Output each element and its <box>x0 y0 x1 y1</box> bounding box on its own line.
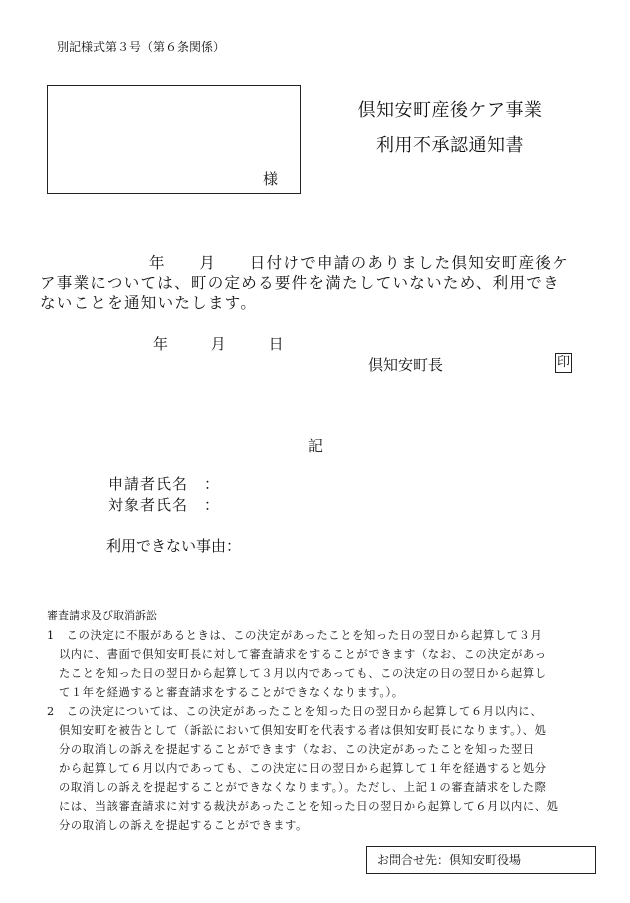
appeal-item-line: 分の取消しの訴えを提起することができます。 <box>59 819 308 832</box>
issue-month-label: 月 <box>210 335 226 353</box>
document-title-line1: 倶知安町産後ケア事業 <box>357 100 543 121</box>
details-heading: 記 <box>308 437 324 455</box>
recipient-address-box <box>47 85 301 194</box>
appeal-item-2 <box>47 702 592 835</box>
issuer-name: 倶知安町長 <box>368 356 444 374</box>
appeal-item-line: の取消しの訴えを提起することができなくなります。）。ただし、上記１の審査請求をした際 <box>59 781 547 794</box>
appeal-item-line: には、当該審査請求に対する裁決があったことを知った日の翌日から起算して６月以内に、処 <box>59 800 559 813</box>
appeal-item-line: 倶知安町を被告として（訴訟において倶知安町を代表する者は倶知安町長になります。）、処 <box>59 724 547 737</box>
appeal-item-line: て１年を経過すると審査請求をすることができなくなります。）。 <box>59 686 404 699</box>
notice-body <box>40 253 585 313</box>
subject-name-label: 対象者氏名 <box>108 496 189 514</box>
notice-body-line: ア事業については、町の定める要件を満たしていないため、利用でき <box>40 274 560 292</box>
form-number: 別記様式第３号（第６条関係） <box>57 40 226 54</box>
contact-text: お問合せ先：倶知安町役場 <box>377 853 522 867</box>
appeal-item-line: たことを知った日の翌日から起算して３月以内であっても、この決定の日の翌日から起算し <box>59 667 547 680</box>
contact-box <box>366 846 596 874</box>
appeal-item-line: 分の取消しの訴えを提起することができます（なお、この決定があったことを知った翌日 <box>59 743 535 756</box>
issue-day-label: 日 <box>268 335 284 353</box>
applicant-name-field <box>108 473 221 494</box>
notice-body-line: ないことを通知いたします。 <box>40 294 258 312</box>
notice-body-line: 年 月 日付けで申請のありました倶知安町産後ケ <box>149 254 570 272</box>
recipient-honorific: 様 <box>262 170 278 188</box>
appeal-item-line: から起算して６月以内であっても、この決定に日の翌日から起算して１年を経過すると処分 <box>59 762 547 775</box>
appeal-item-1 <box>47 626 592 702</box>
issue-date <box>153 333 284 354</box>
subject-name-colon: ： <box>204 496 221 514</box>
applicant-name-label: 申請者氏名 <box>108 475 189 493</box>
document-title-line2: 利用不承認通知書 <box>376 135 524 156</box>
seal-mark: 印 <box>555 353 572 373</box>
appeal-item-line: 2 この決定については、この決定があったことを知った日の翌日から起算して６月以内に、 <box>47 705 543 718</box>
reason-field <box>106 535 241 556</box>
subject-name-field <box>108 494 221 515</box>
reason-label: 利用できない事由： <box>106 537 242 555</box>
appeal-section-title: 審査請求及び取消訴訟 <box>47 609 157 622</box>
appeal-item-line: 以内に、書面で倶知安町長に対して審査請求をすることができます（なお、この決定があっ <box>59 648 547 661</box>
applicant-name-colon: ： <box>204 475 221 493</box>
appeal-item-line: 1 この決定に不服があるときは、この決定があったことを知った日の翌日から起算して３月 <box>47 629 543 642</box>
issue-year-label: 年 <box>153 335 169 353</box>
